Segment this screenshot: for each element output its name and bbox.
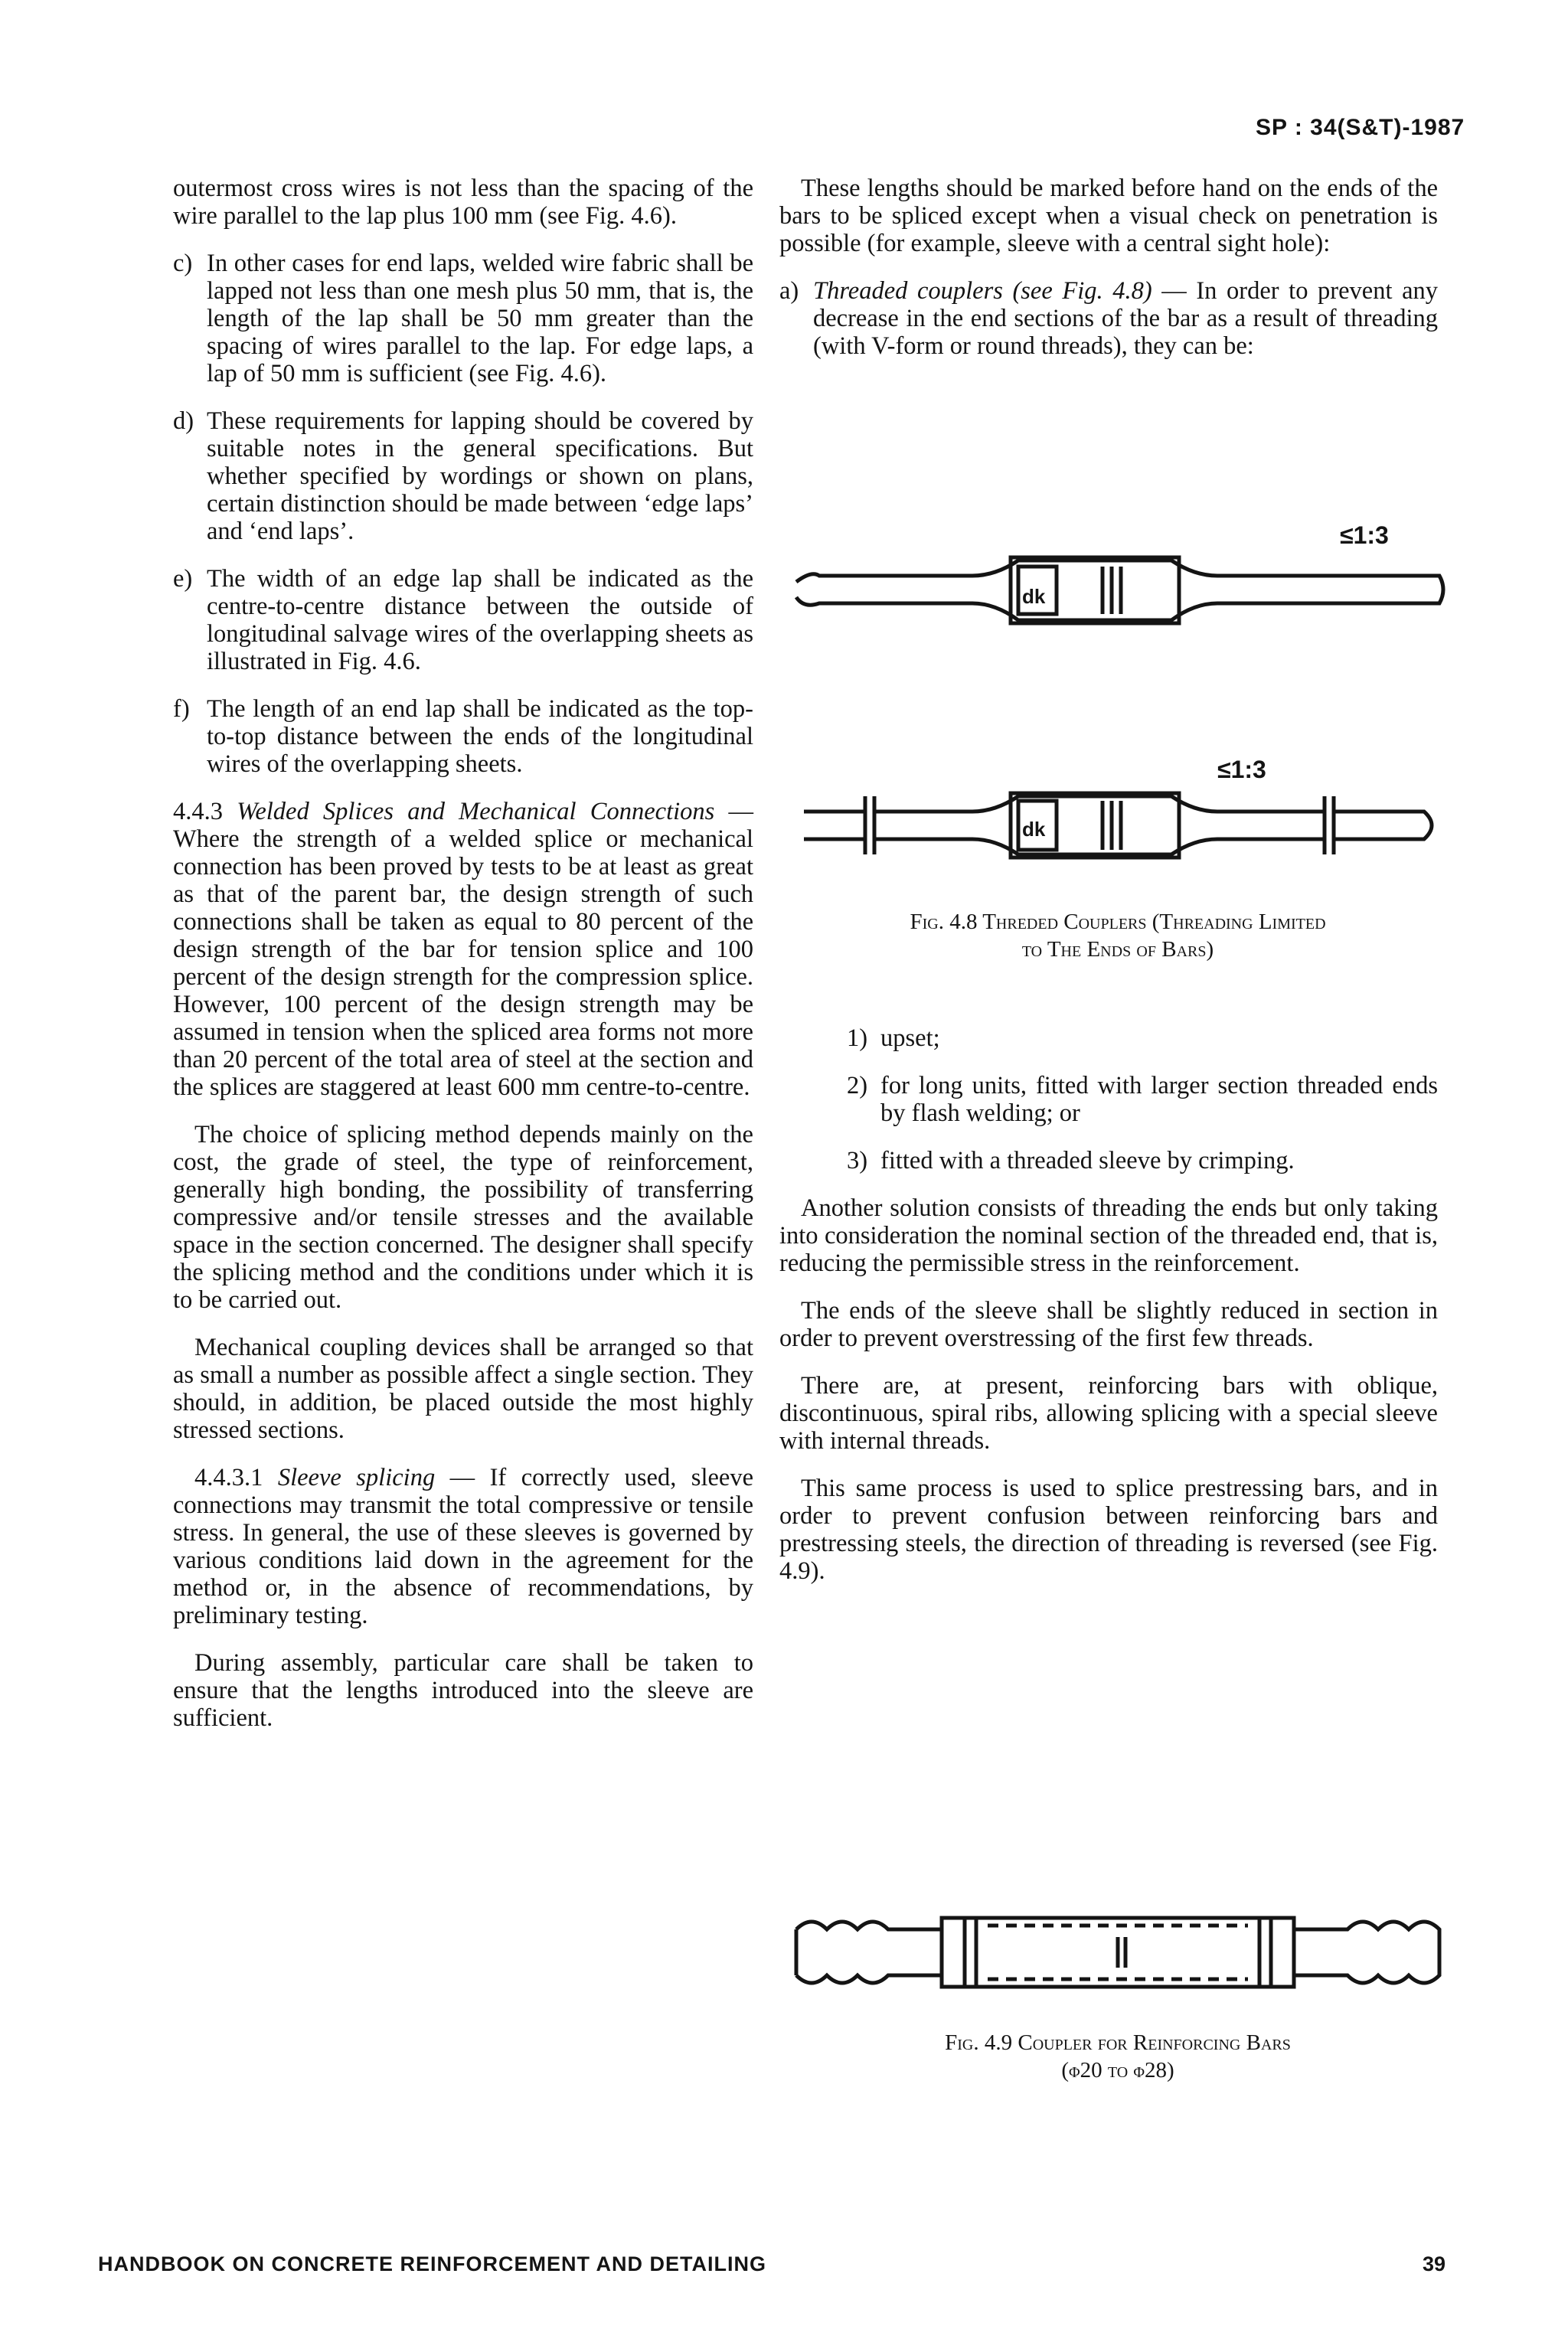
item-body: — In order to prevent any decrease in the end sections of the bar as a result of threading (with V-form or round threads), they can be: (813, 277, 1438, 360)
list-text: fitted with a threaded sleeve by crimping. (880, 1147, 1295, 1174)
document-code: SP : 34(S&T)-1987 (1256, 115, 1465, 140)
section-number: 4.4.3.1 (194, 1464, 263, 1491)
list-marker: 1) (847, 1024, 868, 1052)
paragraph-assembly: During assembly, particular care shall be taken to ensure that the lengths introduced into the sleeve are sufficient. (173, 1649, 753, 1732)
ratio-label: ≤1:3 (1340, 521, 1389, 549)
list-item (847, 1147, 1438, 1174)
list-item (779, 277, 1438, 360)
list-item (173, 565, 753, 675)
figure-4-9 (789, 1876, 1447, 2014)
list-marker: 3) (847, 1147, 868, 1174)
figure-4-9-caption (789, 2029, 1447, 2084)
right-column-top (779, 175, 1438, 380)
list-marker: e) (173, 565, 193, 593)
caption-line: Fig. 4.8 Threded Couplers (Threading Limited (910, 910, 1326, 934)
list-text: upset; (880, 1024, 940, 1052)
dk-label: dk (1022, 818, 1046, 841)
paragraph-same: This same process is used to splice prestressing bars, and in order to prevent confusion between reinforcing bars and prestressing steels, the direction of threading is reversed (see Fig. 4.9). (779, 1475, 1438, 1585)
ratio-label: ≤1:3 (1217, 756, 1266, 783)
section-title: Welded Splices and Mechanical Connections (237, 798, 715, 825)
caption-line: to The Ends of Bars) (1021, 937, 1214, 962)
list-text (813, 277, 1438, 360)
caption-line: Fig. 4.9 Coupler for Reinforcing Bars (945, 2030, 1291, 2055)
coupler-upset (796, 521, 1443, 623)
footer-title: HANDBOOK ON CONCRETE REINFORCEMENT AND DETAILING (98, 2252, 766, 2275)
list-marker: c) (173, 250, 193, 277)
figure-4-8 (789, 505, 1447, 873)
page-number: 39 (1423, 2252, 1446, 2275)
paragraph-another: Another solution consists of threading the ends but only taking into consideration the nominal section of the threaded end, that is, reducing the permissible stress in the reinforcement. (779, 1194, 1438, 1277)
dk-label: dk (1022, 585, 1046, 608)
list-item (847, 1024, 1438, 1052)
list-marker: 2) (847, 1072, 868, 1099)
item-title: Threaded couplers (see Fig. 4.8) (813, 277, 1152, 305)
list-item (173, 250, 753, 387)
list-marker: f) (173, 695, 190, 723)
section-title: Sleeve splicing (277, 1464, 436, 1491)
paragraph-sleeve-ends: The ends of the sleeve shall be slightly reduced in section in order to prevent overstressing of the first few threads. (779, 1297, 1438, 1352)
section-4-4-3 (173, 798, 753, 1101)
paragraph-mechanical: Mechanical coupling devices shall be arranged so that as small a number as possible affect a single section. They should, in addition, be placed outside the most highly stressed sections. (173, 1334, 753, 1444)
coupler-reinforcing-bars (796, 1918, 1439, 1987)
section-body: — Where the strength of a welded splice or mechanical connection has been proved by tests to be at least as great as that of the parent bar, the design strength of such connections shall be taken as equal to 80 percent of the design strength of the bar for tension splice and 100 percent of the design strength for the compression splice. However, 100 percent of the design strength may be assumed in tension when the spliced area forms not more than 20 percent of the total area of steel at the section and the splices are staggered at least 600 mm centre-to-centre. (173, 798, 754, 1101)
list-text: In other cases for end laps, welded wire fabric shall be lapped not less than one mesh plus 50 mm, that is, the length of the lap shall be 50 mm greater than the spacing of wires parallel to the lap. For edge laps, a lap of 50 mm is sufficient (see Fig. 4.6). (207, 250, 753, 387)
list-marker: d) (173, 407, 194, 435)
section-body: — If correctly used, sleeve connections may transmit the total compressive or tensile stress. In general, the use of these sleeves is governed by various conditions laid down in the agreement for the method or, in the absence of recommendations, by preliminary testing. (173, 1464, 754, 1629)
right-column-middle (779, 1024, 1438, 1605)
paragraph-present: There are, at present, reinforcing bars with oblique, discontinuous, spiral ribs, allowing splicing with a special sleeve with internal threads. (779, 1372, 1438, 1455)
left-column (173, 175, 753, 1752)
list-marker: a) (779, 277, 799, 305)
caption-line: (ϕ20 to ϕ28) (1061, 2058, 1174, 2082)
paragraph-lengths: These lengths should be marked before hand on the ends of the bars to be spliced except when a visual check on penetration is possible (for example, sleeve with a central sight hole): (779, 175, 1438, 257)
list-text: These requirements for lapping should be covered by suitable notes in the general specifications. But whether specified by wordings or shown on plans, certain distinction should be made between ‘edge laps’ and ‘end laps’. (207, 407, 753, 545)
paragraph-choice: The choice of splicing method depends mainly on the cost, the grade of steel, the type of reinforcement, generally high bonding, the possibility of transferring compressive and/or tensile stresses and the available space in the section concerned. The designer shall specify the splicing method and the conditions under which it is to be carried out. (173, 1121, 753, 1314)
list-item (173, 695, 753, 778)
figure-4-8-caption (789, 908, 1447, 963)
coupler-welded-ends (804, 756, 1432, 858)
list-item (173, 407, 753, 545)
section-number: 4.4.3 (173, 798, 223, 825)
list-text: The length of an end lap shall be indicated as the top-to-top distance between the ends of the longitudinal wires of the overlapping sheets. (207, 695, 753, 778)
list-text: The width of an edge lap shall be indicated as the centre-to-centre distance between the outside of longitudinal salvage wires of the overlapping sheets as illustrated in Fig. 4.6. (207, 565, 753, 675)
list-text: for long units, fitted with larger section threaded ends by flash welding; or (880, 1072, 1438, 1127)
list-item (847, 1072, 1438, 1127)
continued-paragraph: outermost cross wires is not less than the spacing of the wire parallel to the lap plus 100 mm (see Fig. 4.6). (173, 175, 753, 230)
section-4-4-3-1 (173, 1464, 753, 1629)
